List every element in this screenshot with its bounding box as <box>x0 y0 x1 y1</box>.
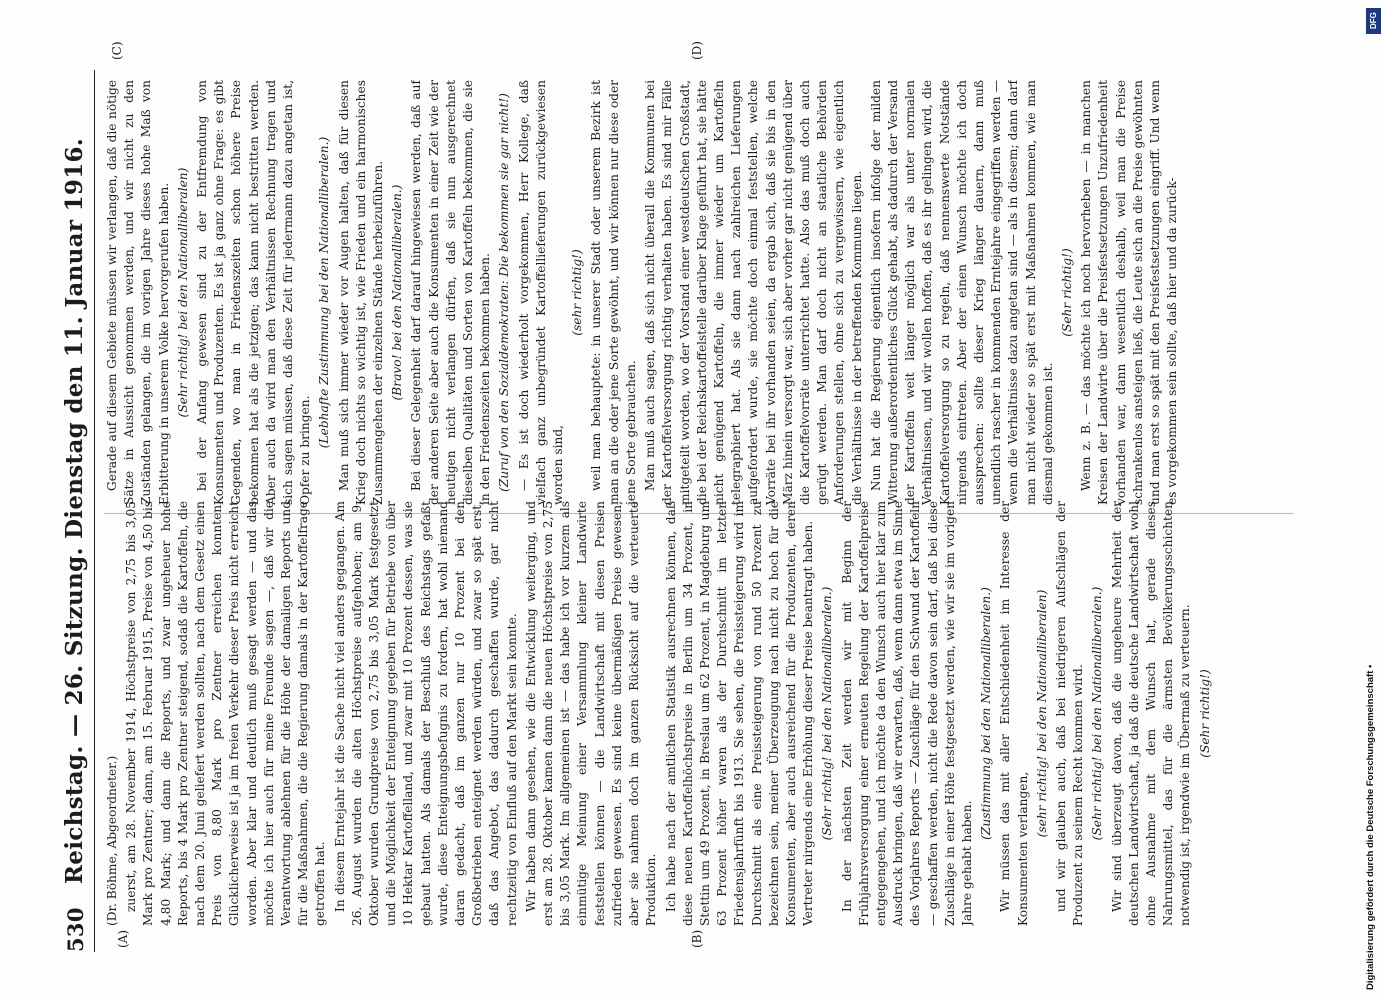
left-column-paragraph: und wir glauben auch, daß bei niedrigeren Aufschlägen der Produzent zu seinem Recht kommen wird. <box>1053 501 1086 926</box>
left-column-paragraph: Ich habe nach der amtlichen Statistik ausrechnen können, daß diese neuen Kartoffelhöchstpreise in Berlin um 34 Prozent, in Stettin um 49 Prozent, in Breslau um 62 Prozent, in Magdeburg um 63 Prozent höher waren als der Durchschnitt im letzten Friedensjahrfünft bis 1913. Sie sehen, die Preissteigerung wird im Durchschnitt als eine Preissteigerung von rund 50 Prozent zu bezeichnen sein, meiner Überzeugung nach nicht zu hoch für die Konsumenten, aber auch ausreichend für die Produzenten, deren Vertreter nirgends eine Erhöhung dieser Preise beantragt haben. <box>663 501 816 926</box>
right-column-paragraph: bei der Anfang gewesen sind zu der Entfremdung von Konsumenten und Produzenten. Es ist ja ganz ohne Frage: es gibt Gegenden, wo man in Friedenszeiten schon höhere Preise bekommen hat als die jetzigen; das kann nicht bestritten werden. Aber auch da wird man den Verhältnissen Rechnung tragen und sich sagen müssen, daß diese Zeit für jedermann dazu angetan ist, Opfer zu bringen. <box>195 80 313 505</box>
left-column-paragraph: (Sehr richtig! bei den Nationalliberalen.) <box>1090 586 1105 841</box>
left-column-paragraph: (Sehr richtig! bei den Nationalliberalen.) <box>820 586 835 841</box>
dfg-logo: DFG <box>1366 8 1381 34</box>
text-column-right <box>104 80 1294 505</box>
text-column-left <box>104 501 1294 926</box>
left-column-paragraph: (sehr richtig! bei den Nationalliberalen) <box>1034 589 1049 838</box>
digitization-note: Digitalisierung gefördert durch die Deutsche Forschungsgemeinschaft • <box>1365 664 1376 990</box>
page-number: 530 <box>63 907 88 952</box>
page-header <box>24 70 95 952</box>
left-column-paragraph: Wir sind überzeugt davon, daß die ungeheure Mehrheit der deutschen Landwirtschaft, ja daß die deutsche Landwirtschaft wohl ohne Ausnahme mit dem Wunsch hat, gerade dieses Nahrungsmittel, das für die ärmsten Bevölkerungsschichten notwendig ist, irgendwie im Übermaß zu verteuern. <box>1109 501 1193 926</box>
right-column-paragraph: Man muß auch sagen, daß sich nicht überall die Kommunen bei der Kartoffelversorgung richtig verhalten haben. Es sind mir Fälle mitgeteilt worden, wo der Vorstand einer westdeutschen Großstadt, die bei der Reichskartoffelstelle darüber Klage geführt hat, sie hätte nicht genügend Kartoffeln, die immer wieder um Kartoffeln telegraphiert hat. Als sie dann nach zahlreichen Lieferungen aufgefordert wurde, sie möchte doch einmal feststellen, welche Vorräte bei ihr vorhanden seien, da ergab sich, daß sie bis in den März hinein versorgt war, sich aber vorher gar nicht genügend über die Kartoffelvorräte unterrichtet hatte. Also das muß doch auch gerügt werden. Man darf doch nicht an staatliche Behörden Anforderungen stellen, ohne sich zu vergewissern, wie eigentlich die Verhältnisse in der betreffenden Kommune liegen. <box>643 80 864 505</box>
left-column-paragraph: (Zustimmung bei den Nationalliberalen.) <box>979 587 994 840</box>
right-column-paragraph: Gerade auf diesem Gebiete müssen wir verlangen, daß die nötige Sätze in Aussicht genommen werden, und wir nicht zu den Zuständen gelangen, die im vorigen Jahre dieses hohe Maß von Erbitterung in unserem Volke hervorgerufen haben. <box>105 80 171 505</box>
margin-mark-a: (A) <box>116 929 130 948</box>
left-column-paragraph: zuerst, am 28. November 1914, Höchstpreise von 2,75 bis 3,05 Mark pro Zentner; dann, am 15. Februar 1915, Preise von 4,50 bis 4,80 Mark; und dann die Reports, und zwar ungeheuer hohe Reports, bis 4 Mark pro Zentner steigend, sodaß die Kartoffeln, die nach dem 20. Juni geliefert werden sollten, nach dem Gesetz einen Preis von 8,80 Mark pro Zentner erreichen konnten. Glücklicherweise ist ja im freien Verkehr dieser Preis nicht erreicht worden. Aber klar und deutlich muß gesagt werden — und das möchte ich hier auch für meine Freunde sagen —, daß wir die Verantwortung ablehnen für die Höhe der damaligen Reports und für die Maßnahmen, die die Regierung damals in der Kartoffelfrage getroffen hat. <box>124 501 328 926</box>
right-column-paragraph: (Zuruf von den Sozialdemokraten: Die bekommen sie gar nicht!) <box>497 93 512 492</box>
left-column-paragraph: (Sehr richtig!) <box>1197 669 1212 758</box>
left-column-paragraph: Wir müssen das mit aller Entschiedenheit im Interesse der Konsumenten verlangen, <box>998 501 1030 926</box>
margin-mark-b: (B) <box>690 929 704 948</box>
right-column-paragraph: (Sehr richtig! bei den Nationalliberalen) <box>175 167 190 418</box>
left-column-paragraph: In der nächsten Zeit werden wir mit Beginn der Frühjahrsversorgung einer erneuten Regelung der Kartoffelpreise entgegengehen, und ich möchte da den Wunsch auch hier klar zum Ausdruck bringen, daß wir erwarten, daß, wenn dann etwa im Sinne des Vorjahres Reports — Zuschläge für den Schwund der Kartoffeln — geschaffen werden, nicht die Rede davon sein darf, daß bei diese Zuschläge in einer Höhe festgesetzt werden, wie wir sie im vorigen Jahre gehabt haben. <box>839 501 974 926</box>
right-column-paragraph: weil man behauptete: in unserer Stadt oder unserem Bezirk ist man an die oder jene Sorte gewöhnt, und wir können nur diese oder jene Sorte gebrauchen. <box>589 80 638 505</box>
left-column-paragraph: (Dr. Böhme, Abgeordneter.) <box>105 755 119 926</box>
right-column-paragraph: Nun hat die Regierung eigentlich insofern infolge der milden Witterung außerordentliches Glück gehabt, als dadurch der Versand der Kartoffeln weit länger möglich war als unter normalen Verhältnissen, und wir wollen hoffen, daß es ihr gelingen wird, die Kartoffelversorgung so zu regeln, daß nennenswerte Notstände nirgends eintreten. Aber der einen Wunsch möchte ich doch aussprechen: sollte dieser Krieg länger dauern, dann muß unendlich rascher in kommenden Erntejahre eingegriffen werden — wenn die Verhältnisse dazu angetan sind — als in diesem; dann darf man nicht wieder so spät erst mit Maßnahmen kommen, wie man diesmal gekommen ist. <box>868 80 1055 505</box>
left-column-paragraph: In diesem Erntejahr ist die Sache nicht viel anders gegangen. Am 26. August wurden die alten Höchstpreise aufgehoben; am 9. Oktober wurden Grundpreise von 2,75 bis 3,05 Mark festgesetzt und die Möglichkeit der Enteignung gegeben für Betriebe von über 10 Hektar Kartoffelland, und zwar mit 10 Prozent dessen, was sie gebaut hatten. Als damals der Beschluß des Reichstags gefaßt wurde, diese Enteignungsbefugnis zu fordern, hat wohl niemand daran gedacht, daß im ganzen nur 10 Prozent bei den Großbetrieben enteignet werden würden, und zwar so spät erst, daß das Angebot, das dadurch geschaffen wurde, gar nicht rechtzeitig von Einfluß auf den Markt sein konnte. <box>332 501 519 926</box>
right-column-paragraph: — Es ist doch wiederholt vorgekommen, Herr Kollege, daß vielfach ganz unbegründet Kartoffellieferungen zurückgewiesen worden sind, <box>516 80 566 505</box>
left-column-paragraph: Wir haben dann gesehen, wie die Entwicklung weiterging, und erst am 28. Oktober kamen dann die neuen Höchstpreise von 2,75 bis 3,05 Mark. Im allgemeinen ist — das habe ich vor kurzem als einmütige Meinung einer Versammlung kleiner Landwirte feststellen können — die Landwirtschaft mit diesen Preisen zufrieden gewesen. Es sind keine übermäßigen Preise gewesen, aber sie nahmen doch im ganzen Rücksicht auf die verteuerte Produktion. <box>523 501 659 926</box>
right-column-paragraph: (Bravo! bei den Nationalliberalen.) <box>390 184 405 401</box>
margin-mark-c: (C) <box>110 41 124 60</box>
margin-mark-d: (D) <box>690 41 704 60</box>
page-title: Reichstag. — 26. Sitzung. Dienstag den 11. Januar 1916. <box>61 137 88 885</box>
right-column-paragraph: (sehr richtig!) <box>570 249 585 336</box>
right-column-paragraph: Man muß sich immer wieder vor Augen halten, daß für diesen Krieg doch nichts so wichtig ist, wie Frieden und ein harmonisches Zusammengehen der einzelnen Stände herbeizuführen. <box>336 80 386 505</box>
right-column-paragraph: Bei dieser Gelegenheit darf darauf hingewiesen werden, daß auf der anderen Seite aber auch die Konsumenten in einer Zeit wie der heutigen nicht verlangen dürfen, daß sie nun ausgerechnet dieselben Qualitäten und Sorten von Kartoffeln bekommen, die sie in den Friedenszeiten bekommen haben. <box>409 80 493 505</box>
right-column-paragraph: (Sehr richtig!) <box>1059 248 1074 337</box>
right-column-paragraph: (Lebhafte Zustimmung bei den Nationalliberalen.) <box>317 136 332 449</box>
right-column-paragraph: Wenn z. B. — das möchte ich noch hervorheben — in manchen Kreisen der Landwirte über die Preisfestsetzungen Unzufriedenheit vorhanden war, dann wesentlich deshalb, weil man die Preise schrankenlos ansteigen ließ, die Leute sich an die Preise gewöhnten und man erst so spät mit den Preisfestsetzungen eingriff. Und wenn es vorgekommen sein sollte, daß hier und da zurück- <box>1079 80 1180 505</box>
